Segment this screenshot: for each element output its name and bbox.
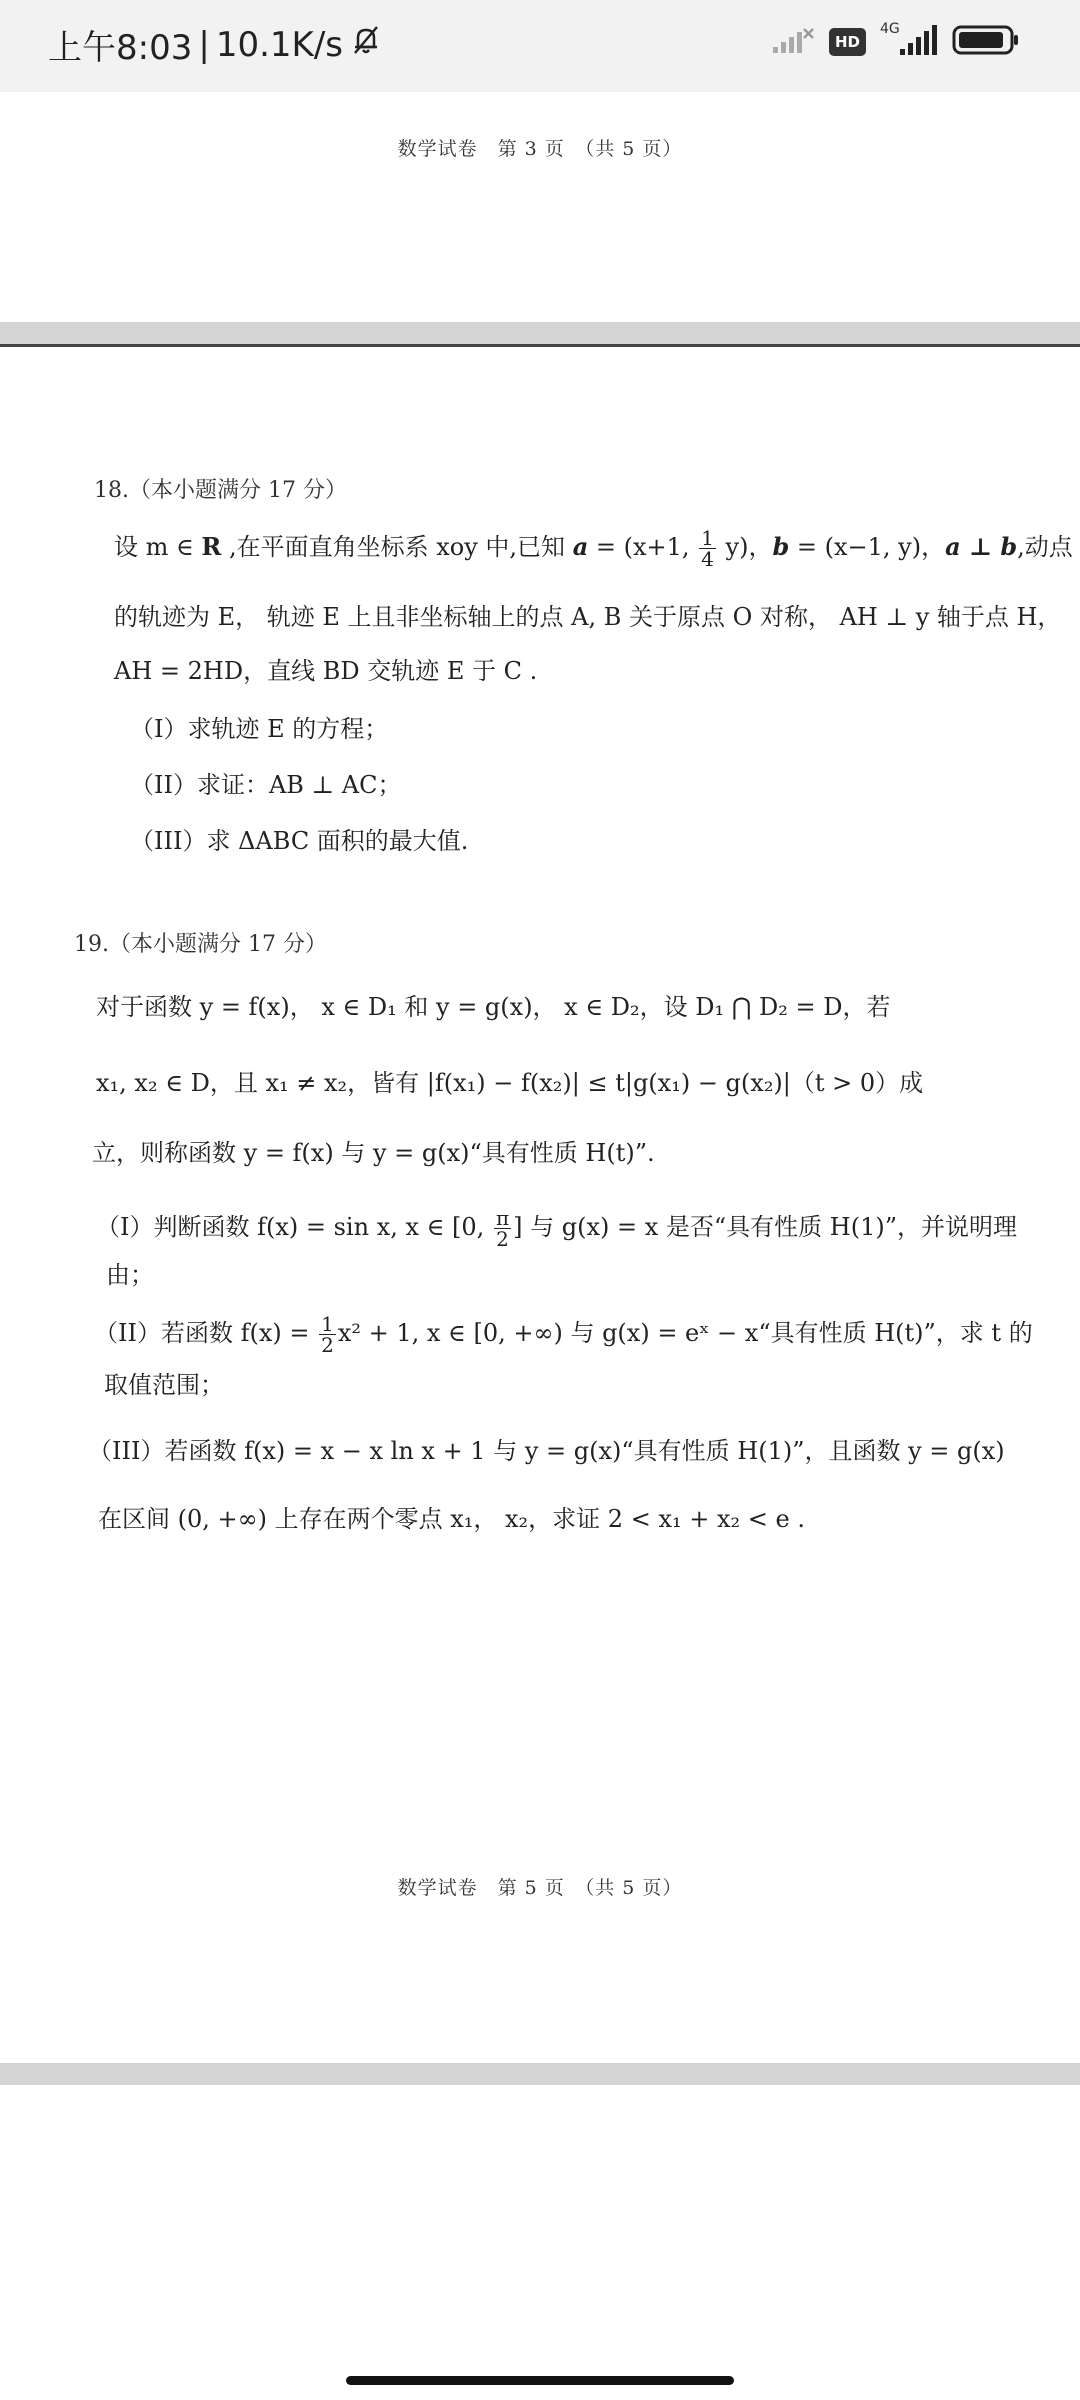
fraction-one-half [319, 1314, 336, 1355]
q18-line-3: AH = 2HD，直线 BD 交轨迹 E 于 C . [114, 657, 538, 685]
q18-text: ,动点 [1017, 533, 1073, 561]
battery-icon [952, 24, 1020, 60]
page-3-footer: 数学试卷 第 3 页 （共 5 页） [397, 138, 683, 160]
mute-bell-icon [349, 23, 383, 66]
page-gap [0, 2063, 1080, 2085]
q19-text: （I）判断函数 f(x) = sin x, x ∈ [0, [96, 1213, 492, 1241]
next-page-sheet [0, 2085, 1080, 2400]
signal-x-icon [771, 25, 815, 59]
vector-b: b [772, 532, 790, 561]
q18-text: = (x−1, y)， [789, 533, 946, 561]
q19-line-2: x₁, x₂ ∈ D，且 x₁ ≠ x₂，皆有 |f(x₁) − f(x₂)| ≤ t|g(x₁) − g(x₂)|（t > 0）成 [96, 1069, 924, 1097]
q18-part-3: （III）求 ΔABC 面积的最大值. [130, 827, 469, 855]
q19-part-3: （III）若函数 f(x) = x − x ln x + 1 与 y = g(x)“具有性质 H(1)”，且函数 y = g(x) [88, 1437, 1005, 1465]
fraction-denominator: 4 [701, 547, 714, 571]
fraction-pi-over-2 [494, 1208, 511, 1249]
q19-text: x² + 1, x ∈ [0, +∞) 与 g(x) = eˣ − x“具有性质 H(t)”，求 t 的 [337, 1319, 1033, 1347]
fraction-numerator: 1 [701, 526, 714, 550]
q19-line-3: 立，则称函数 y = f(x) 与 y = g(x)“具有性质 H(t)”. [92, 1139, 655, 1167]
q19-text: ] 与 g(x) = x 是否“具有性质 H(1)”，并说明理 [513, 1213, 1017, 1241]
hd-badge: HD [829, 28, 866, 56]
q18-text: 设 m ∈ [114, 533, 202, 561]
page-gap [0, 322, 1080, 344]
q18-text: = (x+1, [588, 533, 698, 561]
status-left [48, 20, 383, 69]
perpendicular-condition: a ⊥ b [945, 532, 1018, 561]
page-5-footer: 数学试卷 第 5 页 （共 5 页） [397, 1877, 683, 1899]
network-speed: 10.1K/s [215, 24, 343, 65]
q19-part-1-cont: 由； [106, 1261, 154, 1289]
real-set-symbol: R [201, 532, 222, 561]
fraction-denominator: 2 [496, 1227, 509, 1251]
fraction-one-quarter [699, 528, 716, 569]
q19-header: 19.（本小题满分 17 分） [74, 932, 327, 957]
home-indicator[interactable] [346, 2376, 734, 2385]
q18-part-2: （II）求证：AB ⊥ AC； [130, 771, 402, 799]
signal-4g-icon [880, 21, 938, 59]
status-right [771, 21, 1020, 60]
q19-text: （II）若函数 f(x) = [94, 1319, 318, 1347]
fraction-numerator: π [495, 1206, 510, 1230]
q18-part-1: （I）求轨迹 E 的方程； [130, 715, 389, 743]
page-5-sheet [0, 347, 1080, 2063]
q19-line-1: 对于函数 y = f(x)， x ∈ D₁ 和 y = g(x)， x ∈ D₂，设 D₁ ⋂ D₂ = D，若 [96, 993, 891, 1021]
fraction-denominator: 2 [321, 1333, 334, 1357]
q18-header: 18.（本小题满分 17 分） [94, 478, 347, 503]
fraction-numerator: 1 [321, 1312, 334, 1336]
clock-time: 上午8:03 [48, 28, 193, 68]
q19-part-1 [96, 1207, 1017, 1249]
network-type-label: 4G [880, 21, 900, 37]
q19-part-2-cont: 取值范围； [104, 1371, 224, 1399]
status-bar [0, 0, 1080, 92]
status-separator: | [198, 24, 210, 65]
q18-text: ,在平面直角坐标系 xoy 中,已知 [221, 533, 573, 561]
q18-line-2: 的轨迹为 E， 轨迹 E 上且非坐标轴上的点 A, B 关于原点 O 对称， AH ⊥ y 轴于点 H， [114, 603, 1062, 631]
q19-part-2 [94, 1313, 1033, 1355]
page-3-sheet [0, 92, 1080, 322]
vector-a: a [572, 532, 589, 561]
q19-part-3-cont: 在区间 (0, +∞) 上存在两个零点 x₁， x₂，求证 2 < x₁ + x₂ < e . [98, 1505, 805, 1533]
q18-text: y)， [717, 533, 773, 561]
q18-line-1 [114, 527, 1073, 569]
